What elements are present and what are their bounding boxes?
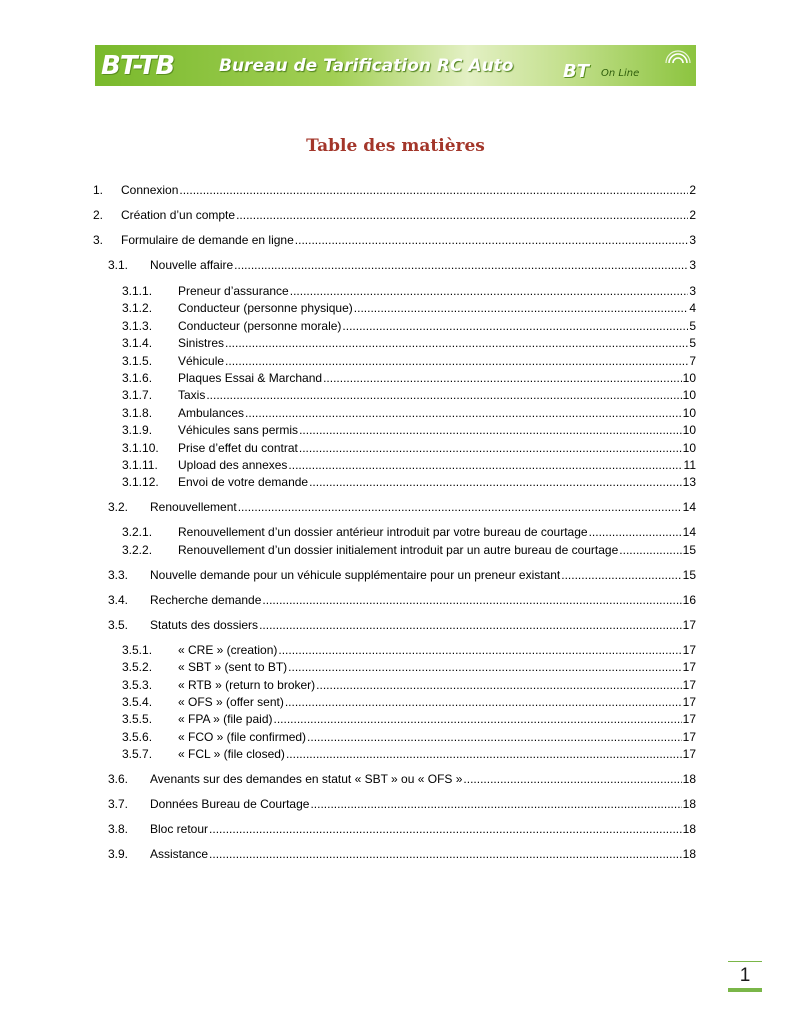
toc-entry-number: 3.5.1. <box>122 643 153 657</box>
toc-entry-page: 5 <box>689 319 696 333</box>
toc-entry[interactable] <box>122 658 696 676</box>
toc-entry-title: Renouvellement d’un dossier antérieur introduit par votre bureau de courtage <box>178 525 588 539</box>
toc-dot-leader <box>236 206 688 224</box>
toc-entry[interactable] <box>93 181 696 199</box>
toc-entry-title: Bloc retour <box>150 822 209 836</box>
toc-entry-title: Renouvellement <box>150 500 237 514</box>
toc-entry[interactable] <box>122 299 696 317</box>
bt-online-logo-sub: On Line <box>601 68 640 79</box>
toc-entry[interactable] <box>122 421 696 439</box>
toc-entry-page: 17 <box>682 747 696 761</box>
toc-entry-page: 18 <box>682 797 696 811</box>
toc-entry[interactable] <box>122 369 696 387</box>
toc-entry-page: 14 <box>682 500 696 514</box>
toc-entry-number: 3.5.4. <box>122 695 153 709</box>
toc-entry[interactable] <box>108 498 696 516</box>
toc-dot-leader <box>179 181 688 199</box>
toc-entry-title: Conducteur (personne morale) <box>178 319 342 333</box>
toc-entry-title: « FCO » (file confirmed) <box>178 730 307 744</box>
toc-entry-number: 3.2. <box>108 500 129 514</box>
toc-dot-leader <box>316 676 681 694</box>
toc-entry[interactable] <box>108 820 696 838</box>
toc-entry-title: Création d’un compte <box>121 208 236 222</box>
toc-entry[interactable] <box>122 676 696 694</box>
toc-entry-page: 17 <box>682 730 696 744</box>
toc-entry-page: 17 <box>682 660 696 674</box>
toc-entry-number: 3.5.6. <box>122 730 153 744</box>
page-number-rule-top <box>728 961 762 962</box>
toc-dot-leader <box>307 728 682 746</box>
toc-entry-page: 4 <box>689 301 696 315</box>
toc-dot-leader <box>259 616 682 634</box>
toc-dot-leader <box>209 845 682 863</box>
bt-tb-logo: BT-TB <box>101 51 175 81</box>
toc-entry-number: 3.1.10. <box>122 441 159 455</box>
toc-entry-title: Envoi de votre demande <box>178 475 309 489</box>
page-number-rule-bottom <box>728 988 762 992</box>
toc-entry[interactable] <box>122 641 696 659</box>
toc-entry[interactable] <box>108 566 696 584</box>
toc-entry[interactable] <box>122 728 696 746</box>
toc-dot-leader <box>323 369 682 387</box>
toc-entry[interactable] <box>122 710 696 728</box>
toc-entry-page: 14 <box>682 525 696 539</box>
toc-entry-page: 17 <box>682 643 696 657</box>
toc-entry[interactable] <box>122 282 696 300</box>
toc-dot-leader <box>288 658 681 676</box>
toc-entry-title: « CRE » (creation) <box>178 643 278 657</box>
toc-dot-leader <box>295 231 689 249</box>
toc-dot-leader <box>225 334 688 352</box>
toc-dot-leader <box>299 421 682 439</box>
toc-entry-number: 3.1.11. <box>122 458 158 472</box>
toc-entry-title: « OFS » (offer sent) <box>178 695 284 709</box>
toc-entry-page: 10 <box>682 388 696 402</box>
toc-entry[interactable] <box>122 334 696 352</box>
toc-entry-title: Upload des annexes <box>178 458 288 472</box>
toc-entry-page: 3 <box>689 258 696 272</box>
toc-entry-page: 11 <box>683 458 696 472</box>
toc-dot-leader <box>589 523 682 541</box>
toc-dot-leader <box>342 317 688 335</box>
toc-entry-page: 15 <box>682 543 696 557</box>
toc-entry-title: Preneur d’assurance <box>178 284 289 298</box>
toc-entry[interactable] <box>122 352 696 370</box>
toc-entry-number: 3.5.5. <box>122 712 153 726</box>
toc-entry[interactable] <box>122 456 696 474</box>
toc-entry[interactable] <box>122 473 696 491</box>
toc-entry-number: 3.4. <box>108 593 129 607</box>
toc-title: Table des matières <box>306 136 485 156</box>
toc-entry[interactable] <box>122 404 696 422</box>
toc-entry-title: Renouvellement d’un dossier initialement introduit par un autre bureau de courtage <box>178 543 619 557</box>
toc-entry-title: « FPA » (file paid) <box>178 712 273 726</box>
toc-entry-title: Conducteur (personne physique) <box>178 301 353 315</box>
toc-entry-title: Assistance <box>150 847 209 861</box>
toc-entry-page: 13 <box>682 475 696 489</box>
toc-entry-number: 3.6. <box>108 772 129 786</box>
toc-entry-title: Statuts des dossiers <box>150 618 259 632</box>
bt-online-logo-main: BT <box>563 61 589 82</box>
toc-entry-title: Prise d’effet du contrat <box>178 441 298 455</box>
toc-entry-number: 3.1.4. <box>122 336 153 350</box>
toc-dot-leader <box>245 404 682 422</box>
toc-entry-number: 3.1.8. <box>122 406 153 420</box>
toc-dot-leader <box>290 282 689 300</box>
toc-dot-leader <box>288 456 682 474</box>
toc-entry-title: Formulaire de demande en ligne <box>121 233 294 247</box>
toc-entry-page: 18 <box>682 822 696 836</box>
bt-online-logo <box>563 57 673 83</box>
toc-entry[interactable] <box>108 591 696 609</box>
toc-entry-number: 3.2.1. <box>122 525 153 539</box>
toc-entry[interactable] <box>122 693 696 711</box>
toc-entry[interactable] <box>108 770 696 788</box>
toc-dot-leader <box>238 498 682 516</box>
toc-entry-number: 3. <box>93 233 104 247</box>
toc-entry-number: 3.1.12. <box>122 475 159 489</box>
toc-dot-leader <box>262 591 681 609</box>
toc-entry-page: 10 <box>682 371 696 385</box>
page-number: 1 <box>739 965 751 986</box>
toc-dot-leader <box>234 256 688 274</box>
toc-entry-number: 3.1.1. <box>122 284 153 298</box>
toc-entry[interactable] <box>122 745 696 763</box>
banner-title: Bureau de Tarification RC Auto <box>219 56 514 76</box>
toc-entry-page: 10 <box>682 441 696 455</box>
toc-dot-leader <box>463 770 681 788</box>
toc-entry-number: 3.5.2. <box>122 660 153 674</box>
toc-entry-title: « RTB » (return to broker) <box>178 678 316 692</box>
toc-entry-number: 3.5.3. <box>122 678 153 692</box>
toc-entry-page: 10 <box>682 406 696 420</box>
toc-dot-leader <box>274 710 682 728</box>
toc-entry-title: Connexion <box>121 183 179 197</box>
toc-dot-leader <box>285 693 682 711</box>
toc-entry[interactable] <box>93 231 696 249</box>
toc-dot-leader <box>619 541 681 559</box>
toc-entry[interactable] <box>122 317 696 335</box>
toc-entry-title: Véhicules sans permis <box>178 423 299 437</box>
toc-entry-number: 3.5.7. <box>122 747 153 761</box>
toc-entry-number: 3.3. <box>108 568 129 582</box>
toc-entry-page: 3 <box>689 233 696 247</box>
toc-entry-title: Avenants sur des demandes en statut « SBT » ou « OFS » <box>150 772 463 786</box>
toc-dot-leader <box>561 566 681 584</box>
toc-entry-number: 2. <box>93 208 104 222</box>
header-banner <box>95 45 696 86</box>
toc-dot-leader <box>278 641 681 659</box>
toc-entry[interactable] <box>108 616 696 634</box>
toc-dot-leader <box>225 352 688 370</box>
toc-entry-page: 18 <box>682 772 696 786</box>
toc-entry-title: Plaques Essai & Marchand <box>178 371 323 385</box>
toc-entry-title: Recherche demande <box>150 593 262 607</box>
toc-entry-page: 3 <box>689 284 696 298</box>
toc-dot-leader <box>209 820 682 838</box>
toc-entry-page: 10 <box>682 423 696 437</box>
toc-entry-title: Véhicule <box>178 354 225 368</box>
toc-entry-number: 3.1.7. <box>122 388 153 402</box>
toc-entry-number: 3.1.9. <box>122 423 153 437</box>
toc-dot-leader <box>310 795 681 813</box>
toc-entry[interactable] <box>122 523 696 541</box>
toc-entry-number: 3.1.2. <box>122 301 153 315</box>
toc-entry-number: 1. <box>93 183 104 197</box>
toc-entry-page: 7 <box>689 354 696 368</box>
toc-entry[interactable] <box>108 256 696 274</box>
toc-entry-title: Nouvelle affaire <box>150 258 234 272</box>
toc-entry-page: 2 <box>689 183 696 197</box>
toc-dot-leader <box>286 745 682 763</box>
toc-entry-page: 17 <box>682 712 696 726</box>
toc-entry-title: Nouvelle demande pour un véhicule supplémentaire pour un preneur existant <box>150 568 561 582</box>
toc-entry-number: 3.7. <box>108 797 129 811</box>
toc-entry[interactable] <box>108 845 696 863</box>
toc-entry-page: 18 <box>682 847 696 861</box>
toc-entry[interactable] <box>108 795 696 813</box>
toc-entry-title: Données Bureau de Courtage <box>150 797 310 811</box>
toc-entry-number: 3.2.2. <box>122 543 153 557</box>
toc-entry-number: 3.1. <box>108 258 129 272</box>
toc-entry-number: 3.5. <box>108 618 129 632</box>
toc-entry-number: 3.1.3. <box>122 319 153 333</box>
toc-entry[interactable] <box>122 439 696 457</box>
toc-entry-number: 3.8. <box>108 822 129 836</box>
toc-entry-page: 17 <box>682 678 696 692</box>
toc-dot-leader <box>299 439 682 457</box>
toc-entry-title: « SBT » (sent to BT) <box>178 660 288 674</box>
toc-entry-title: Sinistres <box>178 336 225 350</box>
toc-entry-page: 5 <box>689 336 696 350</box>
toc-entry-page: 17 <box>682 695 696 709</box>
toc-entry-page: 2 <box>689 208 696 222</box>
toc-entry[interactable] <box>93 206 696 224</box>
toc-dot-leader <box>206 386 681 404</box>
toc-entry-number: 3.9. <box>108 847 129 861</box>
toc-entry-page: 17 <box>682 618 696 632</box>
toc-dot-leader <box>309 473 682 491</box>
toc-entry-title: « FCL » (file closed) <box>178 747 285 761</box>
toc-entry-number: 3.1.6. <box>122 371 153 385</box>
toc-entry-page: 15 <box>682 568 696 582</box>
wireless-signal-icon <box>665 49 691 65</box>
toc-dot-leader <box>354 299 689 317</box>
toc-entry-page: 16 <box>682 593 696 607</box>
toc-entry[interactable] <box>122 541 696 559</box>
toc-entry-title: Ambulances <box>178 406 245 420</box>
toc-entry[interactable] <box>122 386 696 404</box>
toc-entry-number: 3.1.5. <box>122 354 153 368</box>
toc-entry-title: Taxis <box>178 388 206 402</box>
